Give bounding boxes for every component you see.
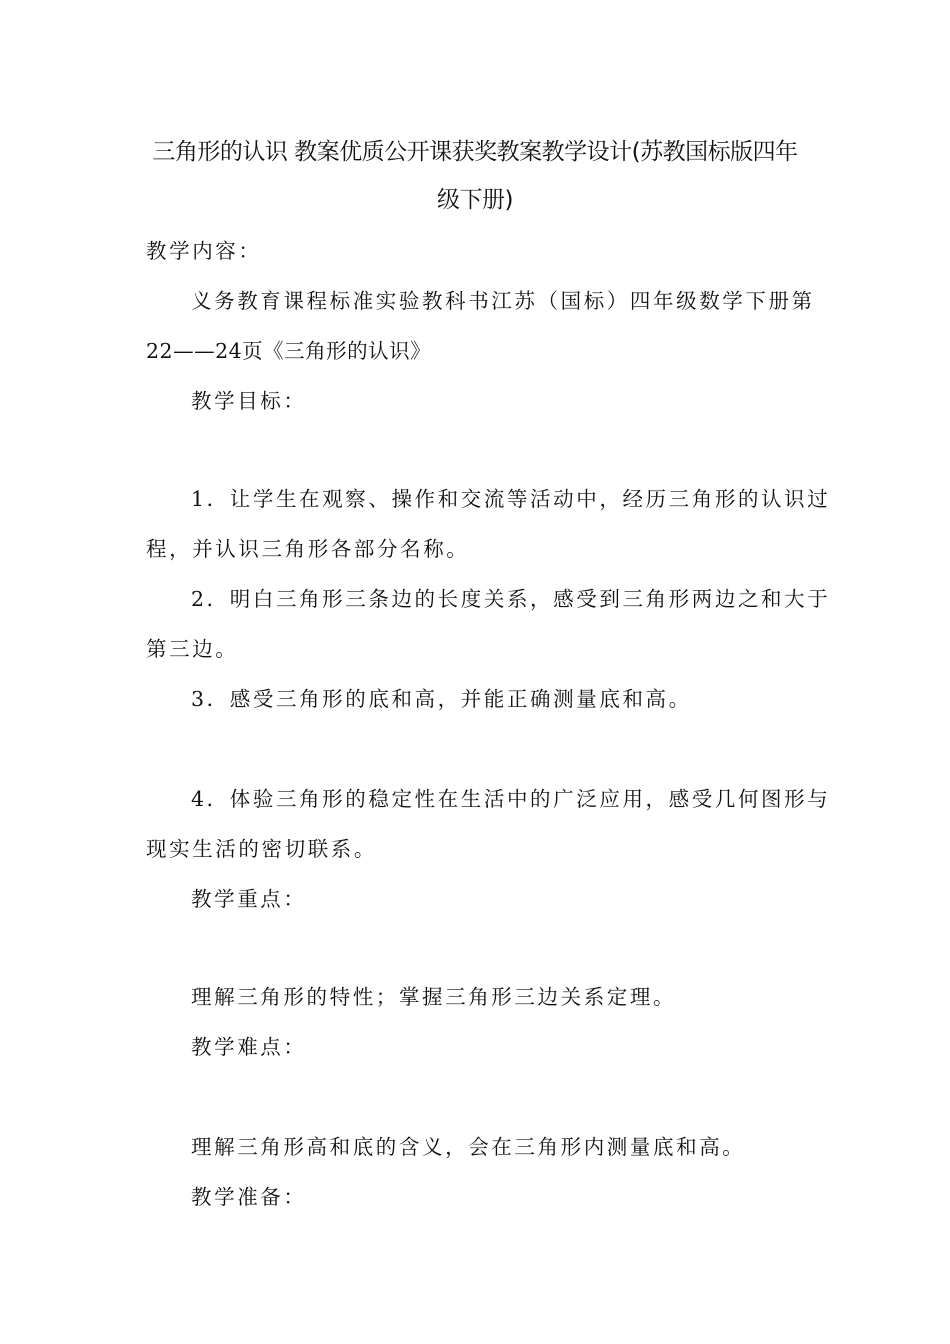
document-title-line-2: 级下册) bbox=[437, 187, 513, 213]
content-heading: 教学内容： bbox=[146, 239, 262, 263]
goal-1-line-2: 程，并认识三角形各部分名称。 bbox=[146, 537, 470, 561]
content-text-line-1: 义务教育课程标准实验教科书江苏（国标）四年级数学下册第 bbox=[191, 289, 815, 313]
goal-2-line-1: 2．明白三角形三条边的长度关系，感受到三角形两边之和大于 bbox=[191, 587, 831, 611]
focus-heading: 教学重点： bbox=[191, 887, 307, 911]
preparation-heading: 教学准备： bbox=[191, 1185, 307, 1209]
difficulty-heading: 教学难点： bbox=[191, 1035, 307, 1059]
goal-3: 3．感受三角形的底和高，并能正确测量底和高。 bbox=[191, 687, 692, 711]
content-text-line-2: 22——24页《三角形的认识》 bbox=[146, 339, 432, 363]
goal-2-line-2: 第三边。 bbox=[146, 637, 239, 661]
goals-heading: 教学目标： bbox=[191, 389, 307, 413]
document-title-line-1: 三角形的认识 教案优质公开课获奖教案教学设计(苏教国标版四年 bbox=[152, 139, 798, 165]
goal-4-line-1: 4．体验三角形的稳定性在生活中的广泛应用，感受几何图形与 bbox=[191, 787, 831, 811]
goal-4-line-2: 现实生活的密切联系。 bbox=[146, 837, 377, 861]
focus-text: 理解三角形的特性；掌握三角形三边关系定理。 bbox=[191, 985, 677, 1009]
goal-1-line-1: 1．让学生在观察、操作和交流等活动中，经历三角形的认识过 bbox=[191, 487, 831, 511]
difficulty-text: 理解三角形高和底的含义，会在三角形内测量底和高。 bbox=[191, 1135, 746, 1159]
